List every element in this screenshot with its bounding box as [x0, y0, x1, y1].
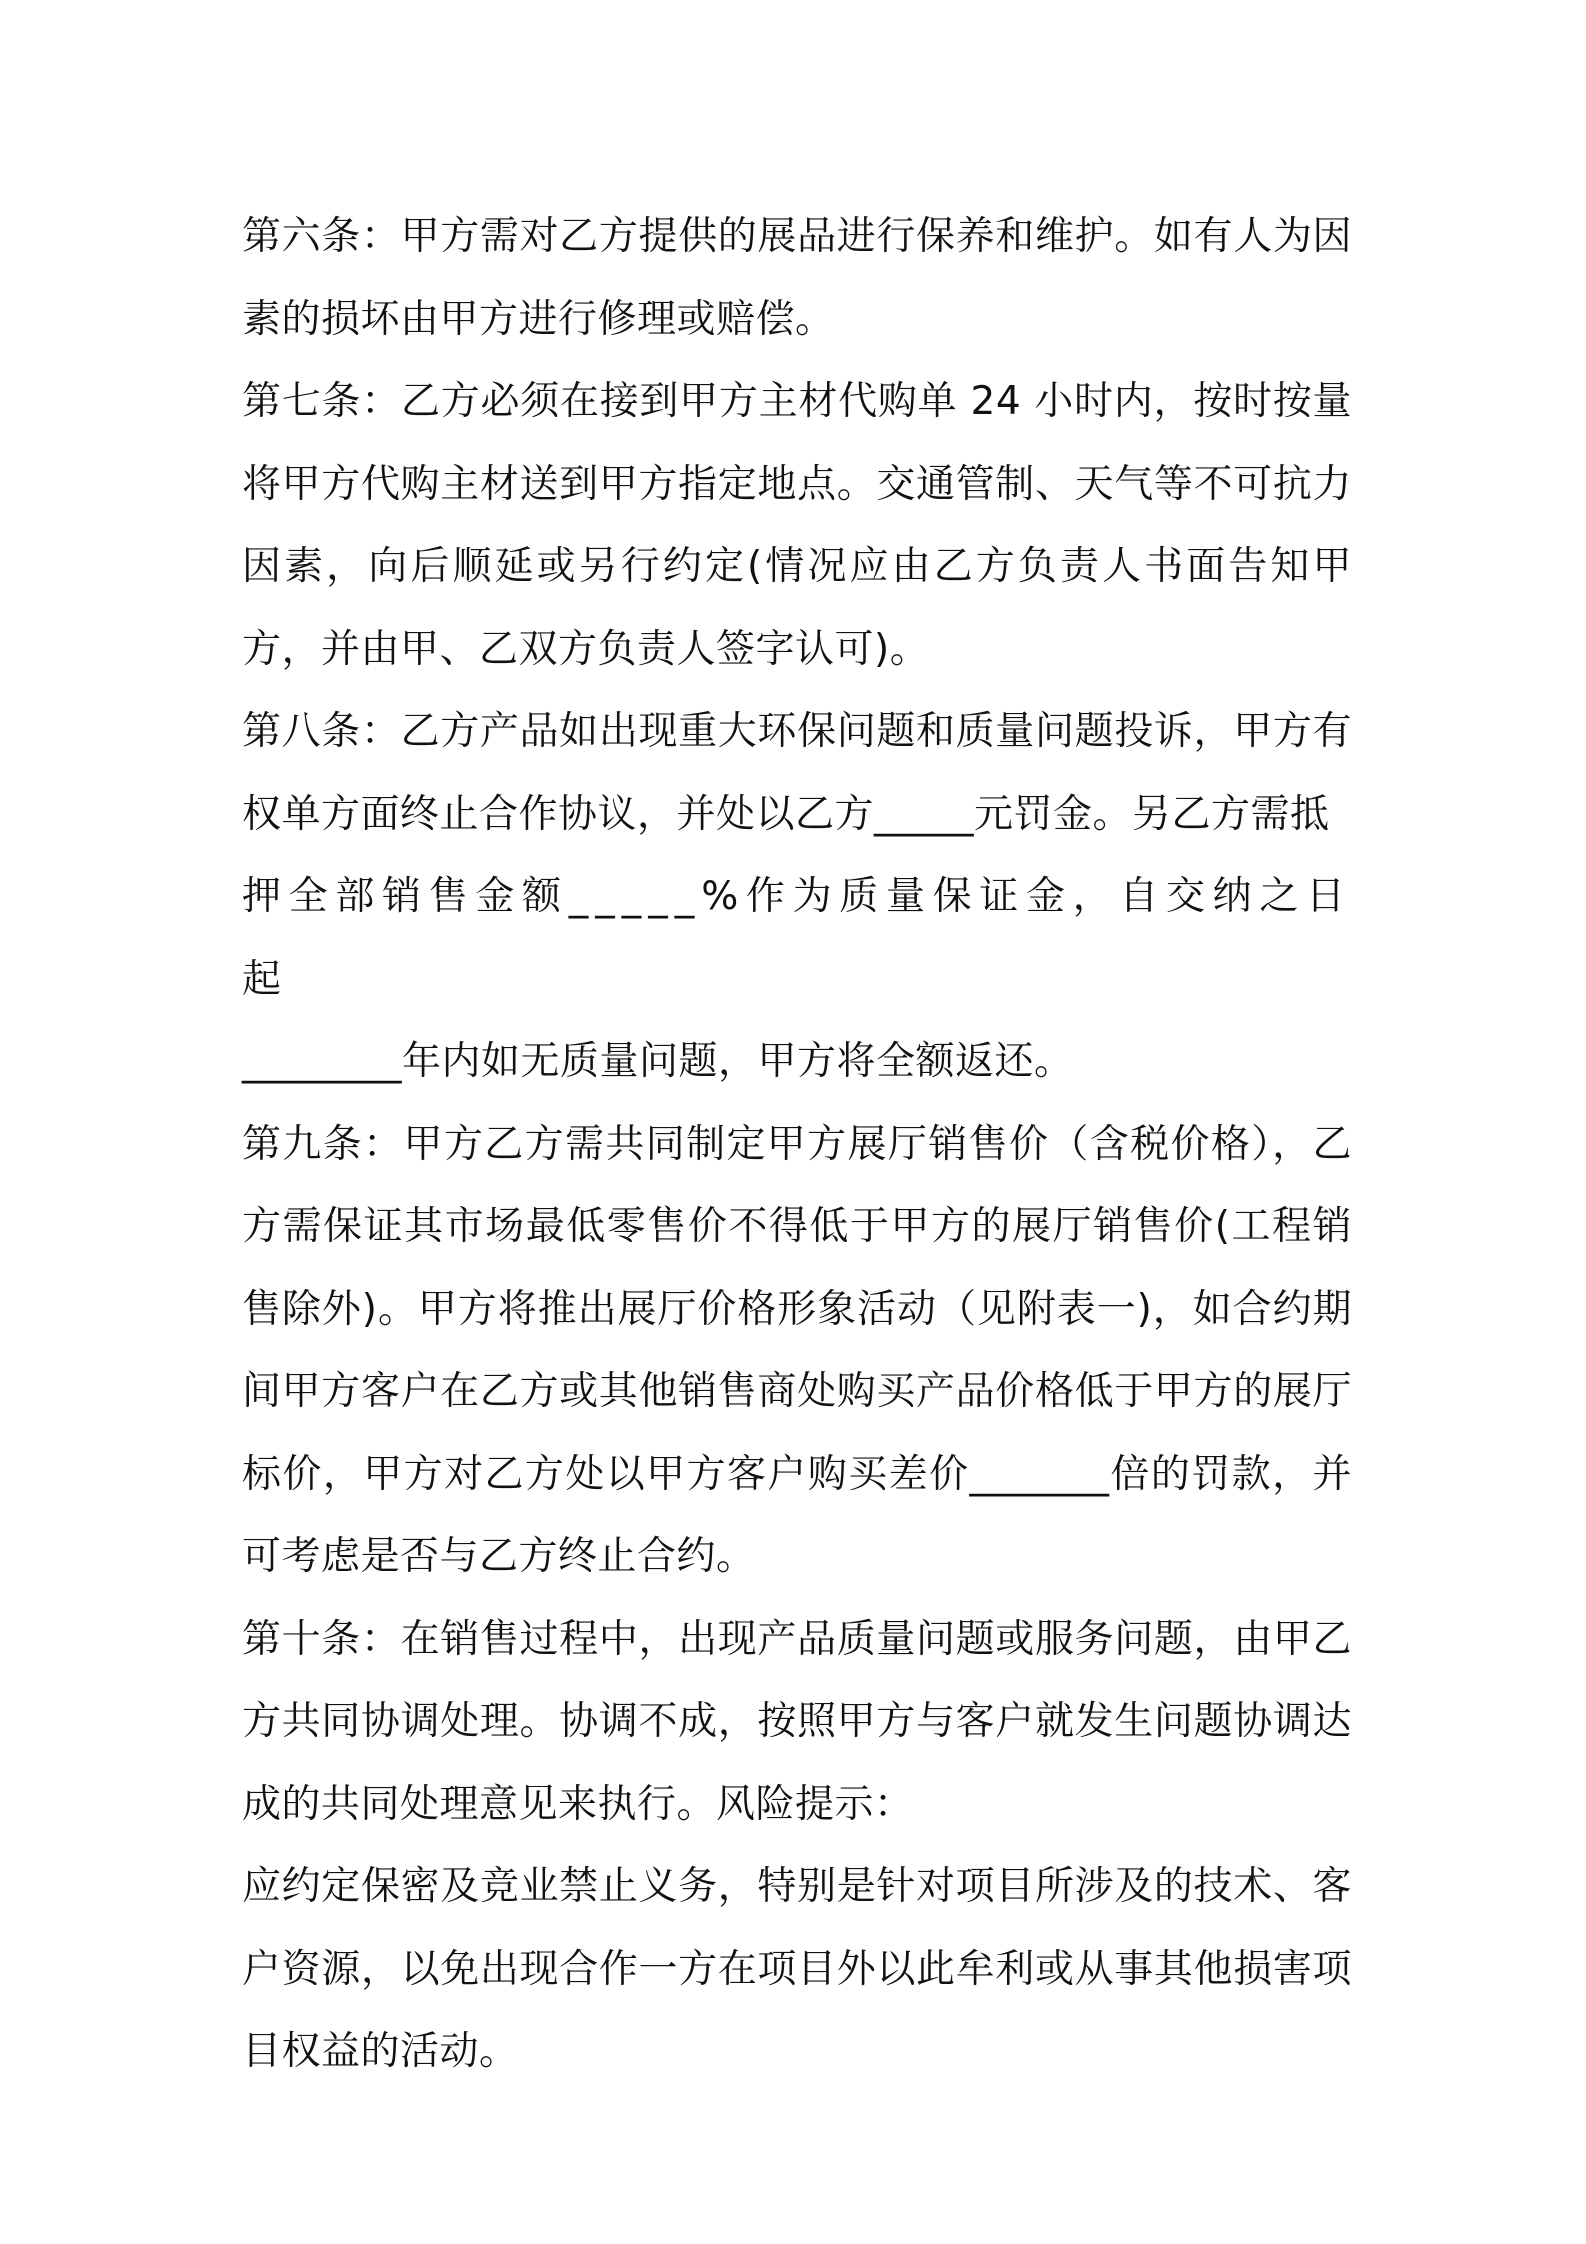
article-10-paragraph: 第十条：在销售过程中，出现产品质量问题或服务问题，由甲乙方共同协调处理。协调不成，按照甲方与客户就发生问题协调达成的共同处理意见来执行。风险提示： [242, 1616, 1352, 1827]
article-9-paragraph: 第九条：甲方乙方需共同制定甲方展厅销售价（含税价格），乙方需保证其市场最低零售价不得低于甲方的展厅销售价(工程销售除外)。甲方将推出展厅价格形象活动（见附表一)，如合约期间甲方客户在乙方或其他销售商处购买产品价格低于甲方的展厅标价，甲方对乙方处以甲方客户购买差价_______倍的罚款，并可考虑是否与乙方终止合约。 [242, 1121, 1352, 1579]
article-8-return-line: ________年内如无质量问题，甲方将全额返还。 [242, 1039, 1074, 1084]
article-8-paragraph: 第八条：乙方产品如出现重大环保问题和质量问题投诉，甲方有权单方面终止合作协议，并处以乙方_____元罚金。另乙方需抵 [242, 709, 1352, 837]
article-6-paragraph: 第六条：甲方需对乙方提供的展品进行保养和维护。如有人为因素的损坏由甲方进行修理或赔偿。 [242, 214, 1352, 342]
article-7-paragraph: 第七条：乙方必须在接到甲方主材代购单 24 小时内，按时按量将甲方代购主材送到甲方指定地点。交通管制、天气等不可抗力因素，向后顺延或另行约定(情况应由乙方负责人书面告知甲方，并由甲、乙双方负责人签字认可)。 [242, 379, 1352, 672]
article-8-deposit-line: 押全部销售金额_____%作为质量保证金，自交纳之日起 [242, 874, 1352, 1002]
risk-note-paragraph: 应约定保密及竞业禁止义务，特别是针对项目所涉及的技术、客户资源，以免出现合作一方在项目外以此牟利或从事其他损害项目权益的活动。 [242, 1864, 1352, 2074]
document-page [242, 196, 1352, 2094]
